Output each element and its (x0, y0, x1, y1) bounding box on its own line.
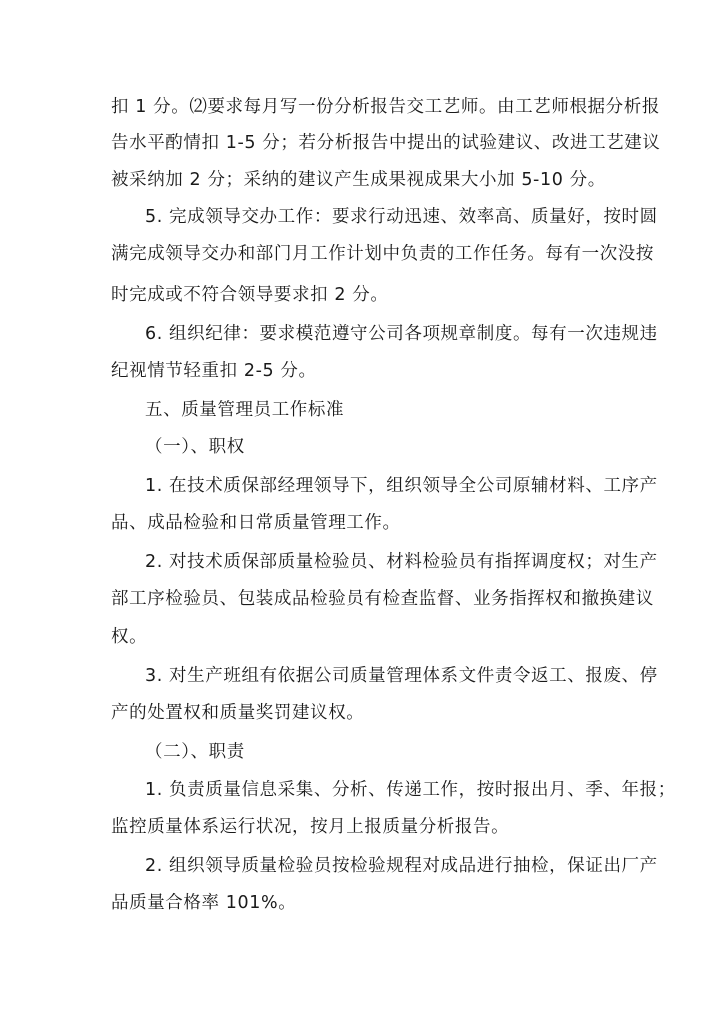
paragraph-line: 5. 完成领导交办工作：要求行动迅速、效率高、质量好，按时圆 (145, 207, 658, 227)
paragraph-line: 品质量合格率 101%。 (111, 893, 297, 913)
paragraph-line: 权。 (111, 627, 148, 647)
paragraph-line: 被采纳加 2 分；采纳的建议产生成果视成果大小加 5-10 分。 (111, 170, 606, 190)
paragraph-line: 监控质量体系运行状况，按月上报质量分析报告。 (111, 817, 510, 837)
paragraph-line: 1. 负责质量信息采集、分析、传递工作，按时报出月、季、年报； (145, 780, 676, 800)
paragraph-line: 2. 组织领导质量检验员按检验规程对成品进行抽检，保证出厂产 (145, 856, 658, 876)
paragraph-line: 6. 组织纪律：要求模范遵守公司各项规章制度。每有一次违规违 (145, 324, 658, 344)
paragraph-line: 满完成领导交办和部门月工作计划中负责的工作任务。每有一次没按 (111, 244, 654, 264)
paragraph-line: 品、成品检验和日常质量管理工作。 (111, 513, 401, 533)
paragraph-line: 部工序检验员、包装成品检验员有检查监督、业务指挥权和撤换建议 (111, 589, 654, 609)
paragraph-line: 2. 对技术质保部质量检验员、材料检验员有指挥调度权；对生产 (145, 552, 658, 572)
subsection-heading: （二）、职责 (145, 742, 245, 762)
paragraph-line: 3. 对生产班组有依据公司质量管理体系文件责令返工、报废、停 (145, 666, 658, 686)
paragraph-line: 时完成或不符合领导要求扣 2 分。 (111, 285, 389, 305)
paragraph-line: 纪视情节轻重扣 2-5 分。 (111, 361, 317, 381)
paragraph-line: 扣 1 分。⑵要求每月写一份分析报告交工艺师。由工艺师根据分析报 (111, 97, 660, 117)
subsection-heading: （一）、职权 (145, 437, 245, 457)
paragraph-line: 产的处置权和质量奖罚建议权。 (111, 703, 365, 723)
paragraph-line: 告水平酌情扣 1-5 分；若分析报告中提出的试验建议、改进工艺建议 (111, 133, 661, 153)
paragraph-line: 1. 在技术质保部经理领导下，组织领导全公司原辅材料、工序产 (145, 476, 658, 496)
section-heading: 五、质量管理员工作标准 (145, 400, 345, 420)
